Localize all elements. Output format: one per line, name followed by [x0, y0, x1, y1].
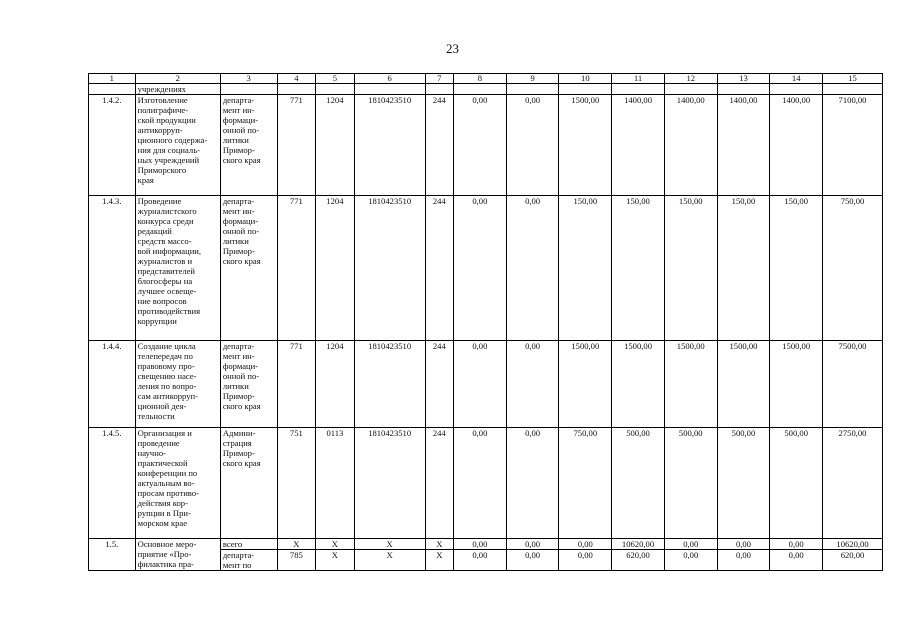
cell-amount: 1400,00	[664, 95, 717, 196]
cell-expense: 244	[425, 428, 453, 539]
cell-amount: 1500,00	[770, 341, 823, 428]
item-executor: департа- мент ин- формаци- онной по- литики Примор- ского края	[220, 95, 277, 196]
cell-amount: 0,00	[506, 95, 559, 196]
cell-amount: 0,00	[506, 550, 559, 571]
table-row	[89, 341, 883, 428]
item-executor: Админи- страция Примор- ского края	[220, 428, 277, 539]
cell-amount: 0,00	[454, 95, 507, 196]
table-row	[89, 428, 883, 539]
cell-amount: 0,00	[559, 550, 612, 571]
cell-grbs: 771	[277, 196, 316, 341]
column-number: 6	[354, 74, 425, 84]
cell-amount: 0,00	[717, 539, 770, 550]
column-number: 5	[316, 74, 355, 84]
cell-amount: 0,00	[454, 341, 507, 428]
cell-amount: 1500,00	[559, 95, 612, 196]
cell-amount: 150,00	[559, 196, 612, 341]
column-number: 10	[559, 74, 612, 84]
cell-section: 0113	[316, 428, 355, 539]
cell-grbs: 771	[277, 95, 316, 196]
cell-total: 10620,00	[823, 539, 883, 550]
cell-target: X	[354, 539, 425, 550]
cell-target: 1810423510	[354, 95, 425, 196]
item-executor: всего	[220, 539, 277, 550]
page-number: 23	[446, 41, 459, 56]
cell-amount: 1400,00	[770, 95, 823, 196]
cell-total: 7100,00	[823, 95, 883, 196]
table-row	[89, 95, 883, 196]
cell-grbs: 785	[277, 550, 316, 571]
cell-amount: 0,00	[506, 539, 559, 550]
cell-amount: 620,00	[612, 550, 665, 571]
cell-target: 1810423510	[354, 196, 425, 341]
cell-grbs: 751	[277, 428, 316, 539]
cell-amount: 0,00	[664, 550, 717, 571]
cell-amount: 0,00	[454, 428, 507, 539]
cell-amount: 0,00	[506, 428, 559, 539]
column-number: 4	[277, 74, 316, 84]
cell-amount: 500,00	[770, 428, 823, 539]
column-number: 1	[89, 74, 136, 84]
item-number: 1.5.	[89, 539, 136, 571]
column-number: 13	[717, 74, 770, 84]
item-executor: департа- мент ин- формаци- онной по- литики Примор- ского края	[220, 341, 277, 428]
cell-total: 750,00	[823, 196, 883, 341]
cell-amount: 0,00	[506, 196, 559, 341]
item-name: Проведение журналистского конкурса среди редакций средств массо- вой информации, журналистов и представителей блогосферы на лучшее освеще- ние вопросов противодействия коррупции	[135, 196, 220, 341]
continuation-text: учреждениях	[135, 84, 220, 95]
cell-amount: 500,00	[612, 428, 665, 539]
column-number-row	[89, 74, 883, 84]
cell-amount: 0,00	[454, 550, 507, 571]
table-row	[89, 539, 883, 550]
cell-amount: 0,00	[454, 196, 507, 341]
cell-grbs: X	[277, 539, 316, 550]
budget-table	[88, 73, 883, 571]
cell-amount: 10620,00	[612, 539, 665, 550]
cell-total: 620,00	[823, 550, 883, 571]
column-number: 8	[454, 74, 507, 84]
cell-amount: 150,00	[612, 196, 665, 341]
cell-target: 1810423510	[354, 341, 425, 428]
cell-section: 1204	[316, 341, 355, 428]
item-executor: департа- мент по	[220, 550, 277, 571]
cell-amount: 0,00	[770, 550, 823, 571]
cell-section: X	[316, 539, 355, 550]
cell-amount: 150,00	[717, 196, 770, 341]
cell-target: 1810423510	[354, 428, 425, 539]
table-row	[89, 196, 883, 341]
cell-amount: 1500,00	[717, 341, 770, 428]
cell-amount: 1500,00	[612, 341, 665, 428]
cell-amount: 500,00	[717, 428, 770, 539]
column-number: 9	[506, 74, 559, 84]
cell-amount: 0,00	[717, 550, 770, 571]
cell-grbs: 771	[277, 341, 316, 428]
cell-total: 2750,00	[823, 428, 883, 539]
column-number: 3	[220, 74, 277, 84]
cell-amount: 0,00	[770, 539, 823, 550]
cell-amount: 0,00	[559, 539, 612, 550]
cell-expense: 244	[425, 196, 453, 341]
cell-target: X	[354, 550, 425, 571]
cell-total: 7500,00	[823, 341, 883, 428]
cell-expense: X	[425, 539, 453, 550]
column-number: 12	[664, 74, 717, 84]
item-number: 1.4.2.	[89, 95, 136, 196]
item-name: Основное меро- приятие «Про- филактика пра-	[135, 539, 220, 571]
item-executor: департа- мент ин- формаци- онной по- литики Примор- ского края	[220, 196, 277, 341]
cell-section: 1204	[316, 95, 355, 196]
item-name: Изготовление полиграфиче- ской продукции антикорруп- ционного содержа- ния для социаль- ных учреждений Приморского края	[135, 95, 220, 196]
cell-amount: 150,00	[770, 196, 823, 341]
item-number: 1.4.3.	[89, 196, 136, 341]
item-name: Создание цикла телепередач по правовому про- свещению насе- ления по вопро- сам антикорруп- ционной дея- тельности	[135, 341, 220, 428]
column-number: 11	[612, 74, 665, 84]
cell-amount: 500,00	[664, 428, 717, 539]
cell-expense: 244	[425, 341, 453, 428]
cell-amount: 0,00	[506, 341, 559, 428]
continuation-row	[89, 84, 883, 95]
item-number: 1.4.5.	[89, 428, 136, 539]
cell-section: X	[316, 550, 355, 571]
column-number: 14	[770, 74, 823, 84]
cell-section: 1204	[316, 196, 355, 341]
cell-amount: 1500,00	[664, 341, 717, 428]
cell-amount: 0,00	[454, 539, 507, 550]
cell-amount: 750,00	[559, 428, 612, 539]
cell-amount: 150,00	[664, 196, 717, 341]
cell-amount: 1500,00	[559, 341, 612, 428]
item-name: Организация и проведение научно- практической конференции по актуальным во- просам противо- действия кор- рупции в При- морском крае	[135, 428, 220, 539]
cell-amount: 0,00	[664, 539, 717, 550]
cell-expense: X	[425, 550, 453, 571]
column-number: 15	[823, 74, 883, 84]
cell-amount: 1400,00	[717, 95, 770, 196]
column-number: 2	[135, 74, 220, 84]
cell-expense: 244	[425, 95, 453, 196]
cell-amount: 1400,00	[612, 95, 665, 196]
item-number: 1.4.4.	[89, 341, 136, 428]
column-number: 7	[425, 74, 453, 84]
